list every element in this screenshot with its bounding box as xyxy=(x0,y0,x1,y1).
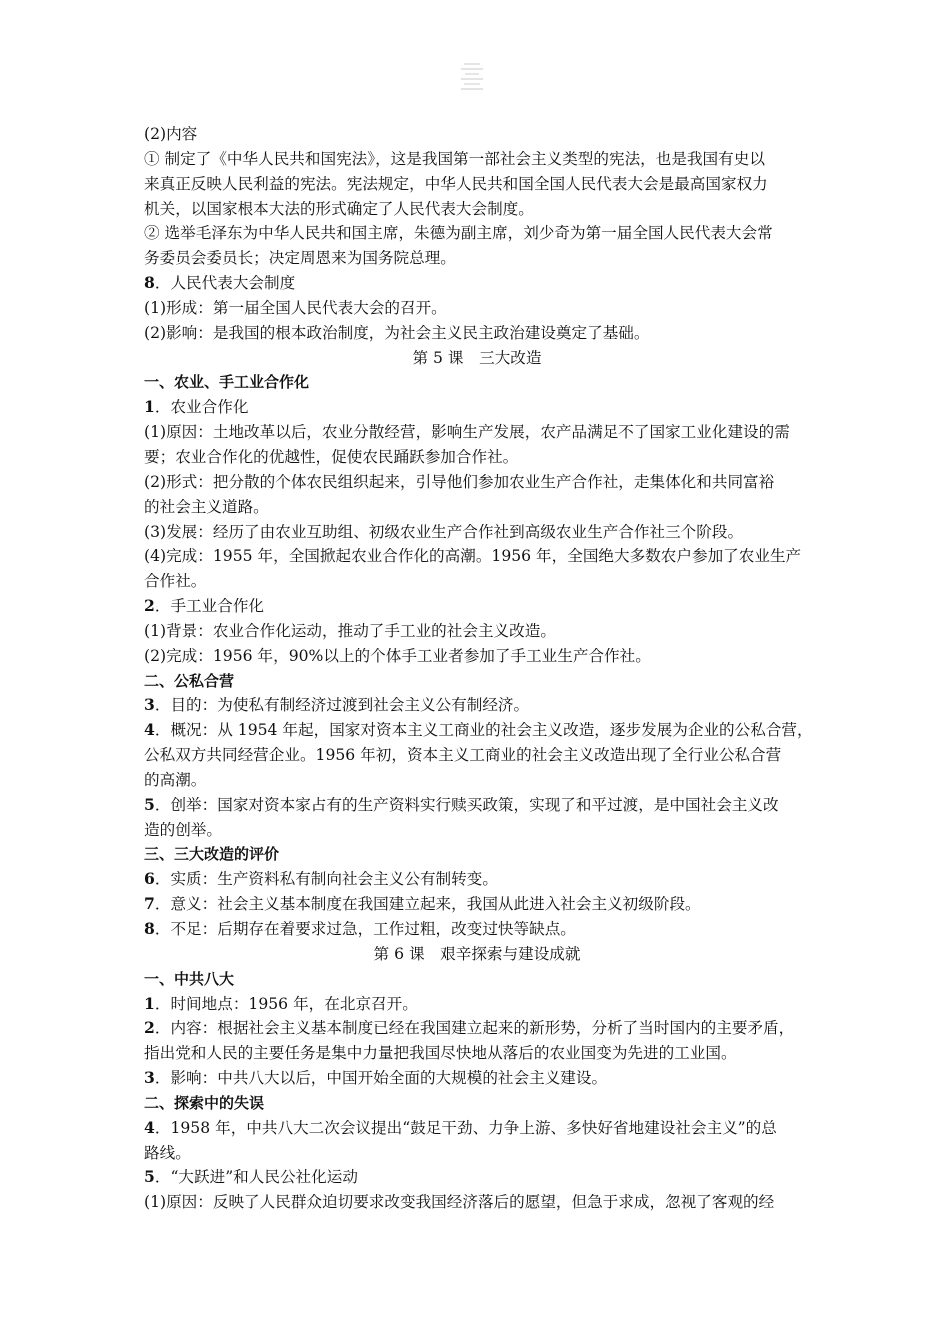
item-text: ．人民代表大会制度 xyxy=(154,274,296,293)
text-line: (2)内容 xyxy=(144,125,198,143)
text-line: (2)形式：把分散的个体农民组织起来，引导他们参加农业生产合作社，走集体化和共同富裕 xyxy=(144,472,775,491)
text-line xyxy=(144,271,810,296)
text-line xyxy=(144,992,810,1017)
item-text: ．概况：从 1954 年起，国家对资本主义工商业的社会主义改造，逐步发展为企业的公私合营， xyxy=(154,721,813,740)
text-line: 机关，以国家根本大法的形式确定了人民代表大会制度。 xyxy=(144,199,534,218)
item-number: 3 xyxy=(144,1068,155,1088)
text-line xyxy=(144,793,810,818)
text-line xyxy=(144,1165,810,1190)
text-line xyxy=(144,1116,810,1141)
text-line: 的高潮。 xyxy=(144,770,207,789)
text-line: (4)完成：1955 年，全国掀起农业合作化的高潮。1956 年，全国绝大多数农户参加了农业生产 xyxy=(144,547,802,566)
item-text: ．1958 年，中共八大二次会议提出“鼓足干劲、力争上游、多快好省地建设社会主义”的总 xyxy=(154,1118,777,1137)
item-number: 6 xyxy=(144,869,155,889)
item-number: 3 xyxy=(144,695,155,715)
text-line: (1)原因：反映了人民群众迫切要求改变我国经济落后的愿望，但急于求成，忽视了客观的经 xyxy=(144,1193,775,1212)
item-text: ．不足：后期存在着要求过急，工作过粗，改变过快等缺点。 xyxy=(154,920,576,938)
item-number: 4 xyxy=(144,720,155,740)
text-line: 造的创举。 xyxy=(144,820,222,839)
text-line: (2)影响：是我国的根本政治制度，为社会主义民主政治建设奠定了基础。 xyxy=(144,323,650,342)
item-text: ．实质：生产资料私有制向社会主义公有制转变。 xyxy=(154,870,498,889)
text-line: (2)完成：1956 年，90%以上的个体手工业者参加了手工业生产合作社。 xyxy=(144,646,651,665)
text-line xyxy=(144,1016,810,1041)
document-body xyxy=(144,122,813,1215)
text-line: 指出党和人民的主要任务是集中力量把我国尽快地从落后的农业国变为先进的工业国。 xyxy=(144,1044,737,1063)
section-heading: 一、农业、手工业合作化 xyxy=(144,373,310,392)
text-line xyxy=(144,594,810,619)
text-line: 的社会主义道路。 xyxy=(144,497,269,516)
item-number: 5 xyxy=(144,794,155,814)
text-line: 务委员会委员长；决定周恩来为国务院总理。 xyxy=(144,249,456,268)
text-line: 来真正反映人民利益的宪法。宪法规定，中华人民共和国全国人民代表大会是最高国家权力 xyxy=(144,174,768,193)
text-line: (1)形成：第一届全国人民代表大会的召开。 xyxy=(144,298,447,317)
item-text: ．创举：国家对资本家占有的生产资料实行赎买政策，实现了和平过渡，是中国社会主义改 xyxy=(154,795,779,814)
text-line xyxy=(144,693,810,718)
text-line: (1)原因：土地改革以后，农业分散经营，影响生产发展，农产品满足不了国家工业化建设的需 xyxy=(144,423,790,442)
item-number: 4 xyxy=(144,1117,155,1137)
item-text: ．内容：根据社会主义基本制度已经在我国建立起来的新形势，分析了当时国内的主要矛盾， xyxy=(154,1019,795,1038)
text-line xyxy=(144,867,810,892)
item-number: 8 xyxy=(144,273,155,293)
section-heading: 三、三大改造的评价 xyxy=(144,845,280,864)
text-line: 要；农业合作化的优越性，促使农民踊跃参加合作社。 xyxy=(144,447,519,466)
text-line xyxy=(144,718,813,743)
text-line xyxy=(144,917,810,942)
item-text: ．手工业合作化 xyxy=(154,597,265,616)
lesson-title: 第 5 课 三大改造 xyxy=(412,348,542,367)
text-line: 公私双方共同经营企业。1956 年初，资本主义工商业的社会主义改造出现了全行业公私合营 xyxy=(144,746,782,765)
text-line xyxy=(144,1066,810,1091)
item-text: ．“大跃进”和人民公社化运动 xyxy=(154,1168,358,1187)
item-number: 2 xyxy=(144,1018,155,1038)
section-heading: 一、中共八大 xyxy=(144,969,235,988)
text-line xyxy=(144,395,810,420)
item-text: ．农业合作化 xyxy=(154,398,249,417)
lesson-title: 第 6 课 艰辛探索与建设成就 xyxy=(373,944,581,963)
text-line: 路线。 xyxy=(144,1143,191,1162)
item-text: ．影响：中共八大以后，中国开始全面的大规模的社会主义建设。 xyxy=(154,1069,608,1088)
section-heading: 二、探索中的失误 xyxy=(144,1093,265,1112)
item-text: ．时间地点：1956 年，在北京召开。 xyxy=(154,994,418,1013)
item-number: 1 xyxy=(144,993,155,1013)
section-heading: 二、公私合营 xyxy=(144,671,235,690)
header-logo-icon xyxy=(457,60,487,94)
text-line: (3)发展：经历了由农业互助组、初级农业生产合作社到高级农业生产合作社三个阶段。 xyxy=(144,522,744,541)
item-number: 7 xyxy=(144,894,155,914)
text-line: (1)背景：农业合作化运动，推动了手工业的社会主义改造。 xyxy=(144,621,556,640)
item-number: 2 xyxy=(144,596,155,616)
item-number: 5 xyxy=(144,1167,155,1187)
item-number: 8 xyxy=(144,919,155,938)
item-text: ．意义：社会主义基本制度在我国建立起来，我国从此进入社会主义初级阶段。 xyxy=(154,895,701,914)
text-line xyxy=(144,892,810,917)
text-line: ① 制定了《中华人民共和国宪法》，这是我国第一部社会主义类型的宪法，也是我国有史以 xyxy=(144,149,765,168)
item-number: 1 xyxy=(144,397,155,417)
text-line: 合作社。 xyxy=(144,572,207,591)
text-line: ② 选举毛泽东为中华人民共和国主席，朱德为副主席，刘少奇为第一届全国人民代表大会常 xyxy=(144,224,773,243)
item-text: ．目的：为使私有制经济过渡到社会主义公有制经济。 xyxy=(154,696,530,715)
